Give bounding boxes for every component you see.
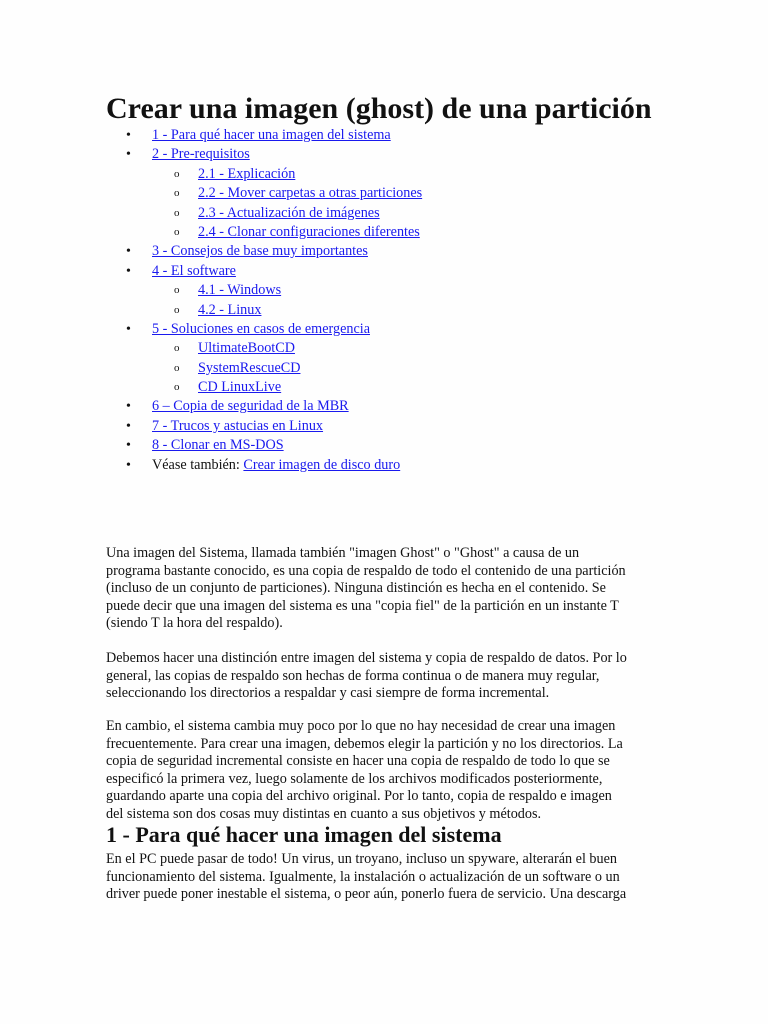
toc-item xyxy=(106,281,666,300)
circle-bullet-icon: o xyxy=(174,303,180,316)
toc-item xyxy=(106,184,666,203)
toc-link[interactable]: 5 - Soluciones en casos de emergencia xyxy=(152,320,370,337)
section-1-paragraph xyxy=(106,851,662,904)
toc-link[interactable]: 8 - Clonar en MS-DOS xyxy=(152,437,284,454)
toc-item xyxy=(106,436,666,455)
paragraph-line: seleccionando los directorios a respaldar y casi siempre de forma incremental. xyxy=(106,685,550,702)
bullet-icon: • xyxy=(126,438,131,454)
circle-bullet-icon: o xyxy=(174,167,180,180)
circle-bullet-icon: o xyxy=(174,284,180,297)
circle-bullet-icon: o xyxy=(174,361,180,374)
paragraph-line: especificó la primera vez, luego solamente de los archivos modificados posteriormente, xyxy=(106,770,603,787)
section-heading-1: 1 - Para qué hacer una imagen del sistema xyxy=(106,822,502,847)
circle-bullet-icon: o xyxy=(174,342,180,355)
toc-item xyxy=(106,359,666,378)
toc-link[interactable]: 2.3 - Actualización de imágenes xyxy=(198,204,380,221)
toc-item xyxy=(106,242,666,261)
circle-bullet-icon: o xyxy=(174,225,180,238)
toc-link[interactable]: UltimateBootCD xyxy=(198,340,295,357)
toc-item xyxy=(106,126,666,145)
paragraph-line: puede decir que una imagen del sistema es una "copia fiel" de la partición en un instante T xyxy=(106,597,619,614)
toc-item xyxy=(106,339,666,358)
toc-link[interactable]: 4.2 - Linux xyxy=(198,301,262,318)
paragraph-line: Una imagen del Sistema, llamada también "imagen Ghost" o "Ghost" a causa de un xyxy=(106,545,580,561)
bullet-icon: • xyxy=(126,321,131,337)
toc-item xyxy=(106,145,666,164)
bullet-icon: • xyxy=(126,147,131,163)
body-paragraph xyxy=(106,650,662,703)
paragraph-line: general, las copias de respaldo son hechas de forma continua o de manera muy regular, xyxy=(106,667,600,684)
toc-item xyxy=(106,165,666,184)
toc-item xyxy=(106,417,666,436)
toc-item xyxy=(106,204,666,223)
toc-link[interactable]: 3 - Consejos de base muy importantes xyxy=(152,243,368,260)
toc-item xyxy=(106,378,666,397)
toc-link[interactable]: 4.1 - Windows xyxy=(198,282,282,299)
body-paragraph xyxy=(106,718,662,824)
toc-item xyxy=(106,262,666,281)
toc-link[interactable]: 2.4 - Clonar configuraciones diferentes xyxy=(198,223,420,240)
paragraph-line: En el PC puede pasar de todo! Un virus, un troyano, incluso un spyware, alterarán el buen xyxy=(106,851,618,867)
toc-link[interactable]: 2.1 - Explicación xyxy=(198,165,296,182)
toc-link[interactable]: 2.2 - Mover carpetas a otras particiones xyxy=(198,185,423,202)
toc-link[interactable]: 2 - Pre-requisitos xyxy=(152,146,250,163)
toc-item xyxy=(106,397,666,416)
bullet-icon: • xyxy=(126,263,131,279)
paragraph-line: programa bastante conocido, es una copia de respaldo de todo el contenido de una partición xyxy=(106,562,626,579)
toc-link[interactable]: 1 - Para qué hacer una imagen del sistema xyxy=(152,127,391,143)
circle-bullet-icon: o xyxy=(174,381,180,394)
paragraph-line: guardando aparte una copia del archivo original. Por lo tanto, copia de respaldo e imagen xyxy=(106,788,612,805)
toc-prefix: Véase también: xyxy=(152,456,244,473)
bullet-icon: • xyxy=(126,399,131,415)
page-title: Crear una imagen (ghost) de una partición xyxy=(106,92,652,125)
toc-link[interactable]: 7 - Trucos y astucias en Linux xyxy=(152,417,324,434)
paragraph-line: Debemos hacer una distinción entre imagen del sistema y copia de respaldo de datos. Por lo xyxy=(106,650,627,666)
toc-link[interactable]: 6 – Copia de seguridad de la MBR xyxy=(152,398,349,415)
circle-bullet-icon: o xyxy=(174,206,180,219)
toc-link[interactable]: 4 - El software xyxy=(152,262,236,279)
toc-item xyxy=(106,301,666,320)
bullet-icon: • xyxy=(126,244,131,260)
bullet-icon: • xyxy=(126,457,131,473)
paragraph-line: funcionamiento del sistema. Igualmente, la instalación o actualización de un software o un xyxy=(106,868,620,885)
toc-link[interactable]: CD LinuxLive xyxy=(198,379,282,396)
paragraph-line: del sistema son dos cosas muy distintas en cuanto a sus objetivos y métodos. xyxy=(106,805,542,822)
body-paragraph xyxy=(106,545,662,633)
toc-link[interactable]: Crear imagen de disco duro xyxy=(243,456,401,473)
paragraph-line: (incluso de un conjunto de particiones). Ninguna distinción es hecha en el contenido. Se xyxy=(106,580,606,597)
table-of-contents xyxy=(106,126,666,475)
toc-link[interactable]: SystemRescueCD xyxy=(198,359,301,376)
toc-item xyxy=(106,456,666,475)
toc-item xyxy=(106,223,666,242)
paragraph-line: frecuentemente. Para crear una imagen, debemos elegir la partición y no los directorios. La xyxy=(106,735,623,752)
bullet-icon: • xyxy=(126,418,131,434)
circle-bullet-icon: o xyxy=(174,187,180,200)
toc-item xyxy=(106,320,666,339)
paragraph-line: copia de seguridad incremental consiste en hacer una copia de respaldo de todo lo que se xyxy=(106,753,610,770)
bullet-icon: • xyxy=(126,128,131,143)
paragraph-line: (siendo T la hora del respaldo). xyxy=(106,615,283,632)
paragraph-line: En cambio, el sistema cambia muy poco por lo que no hay necesidad de crear una imagen xyxy=(106,718,616,734)
paragraph-line: driver puede poner inestable el sistema, o peor aún, ponerlo fuera de servicio. Una descarga xyxy=(106,886,627,903)
